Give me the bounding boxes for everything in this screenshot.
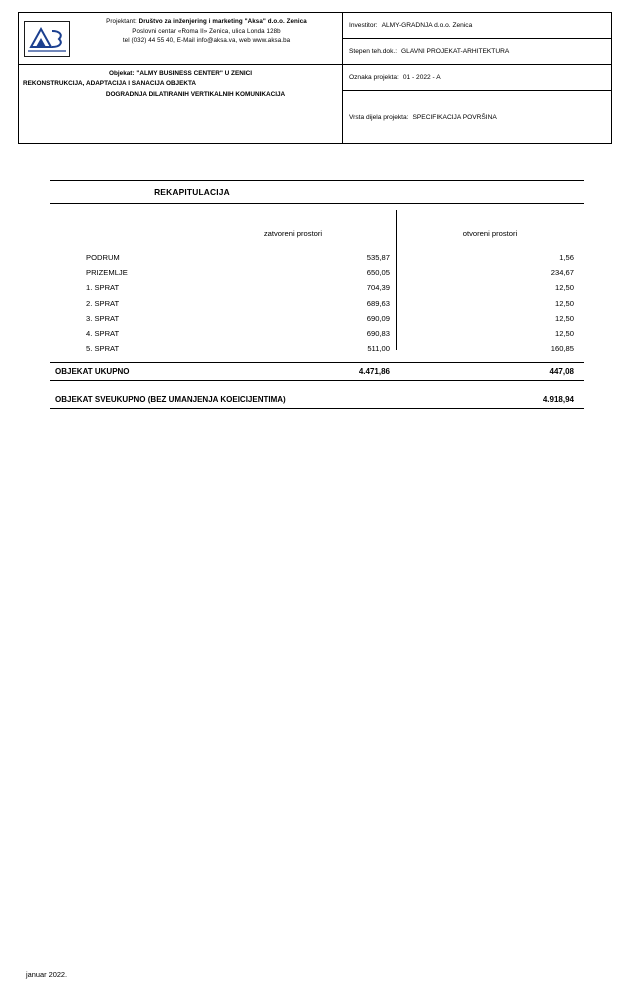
- row-open-area: 234,67: [550, 268, 574, 278]
- project-mark-value: 01 - 2022 - A: [402, 74, 441, 81]
- designer-address: Poslovni centar «Roma II» Zenica, ulica Londa 128b: [132, 27, 281, 35]
- recap-title: REKAPITULACIJA: [154, 187, 230, 197]
- total-row: [50, 362, 584, 381]
- row-closed-area: 690,83: [366, 329, 390, 339]
- recap-title-row: [50, 180, 584, 204]
- table-row: [50, 326, 584, 341]
- grand-total-row: [50, 391, 584, 409]
- row-closed-area: 511,00: [367, 344, 390, 354]
- row-closed-area: 650,05: [366, 268, 390, 278]
- row-open-area: 12,50: [554, 283, 574, 293]
- project-mark-row: [343, 65, 611, 91]
- row-closed-area: 690,09: [366, 313, 390, 323]
- total-label: OBJEKAT UKUPNO: [55, 367, 130, 377]
- stage-row: [343, 39, 611, 65]
- project-part-row: [343, 91, 611, 143]
- title-block-left: [19, 13, 343, 143]
- row-open-area: 12,50: [554, 329, 574, 339]
- logo-cell: [19, 13, 75, 64]
- row-open-area: 12,50: [554, 313, 574, 323]
- designer-contact: tel (032) 44 55 40, E-Mail info@aksa.va, web www.aksa.ba: [122, 37, 291, 45]
- row-label: PRIZEMLJE: [86, 268, 128, 278]
- object-title-line: [23, 69, 338, 79]
- grand-total-value: 4.918,94: [542, 395, 574, 405]
- row-closed-area: 535,87: [366, 253, 390, 263]
- column-divider: [396, 210, 397, 350]
- object-name: "ALMY BUSINESS CENTER" U ZENICI: [136, 70, 253, 77]
- object-line-3: DOGRADNJA DILATIRANIH VERTIKALNIH KOMUNIKACIJA: [105, 90, 286, 98]
- object-label: Objekat:: [108, 70, 135, 77]
- investor-label: Investitor:: [349, 22, 378, 29]
- total-closed-area: 4.471,86: [358, 367, 390, 377]
- table-row: [50, 296, 584, 311]
- row-closed-area: 704,39: [366, 283, 390, 293]
- designer-cell: [19, 13, 342, 65]
- title-block-right: [343, 13, 611, 143]
- designer-label: Projektant:: [106, 18, 137, 25]
- project-part-value: SPECIFIKACIJA POVRŠINA: [412, 113, 497, 121]
- row-label: PODRUM: [86, 253, 120, 263]
- aksa-logo-icon: [24, 21, 70, 57]
- row-label: 1. SPRAT: [86, 283, 120, 293]
- stage-label: Stepen teh.dok.:: [349, 48, 398, 55]
- designer-line: [75, 17, 338, 27]
- row-label: 4. SPRAT: [86, 329, 120, 339]
- investor-row: [343, 13, 611, 39]
- footer-date: januar 2022.: [26, 970, 68, 979]
- table-row: [50, 280, 584, 295]
- row-open-area: 1,56: [559, 253, 574, 263]
- table-row: [50, 250, 584, 265]
- row-open-area: 12,50: [554, 298, 574, 308]
- row-closed-area: 689,63: [366, 298, 390, 308]
- designer-info: [75, 13, 342, 64]
- recapitulation-table: [50, 180, 584, 409]
- table-row: [50, 265, 584, 280]
- grand-total-label: OBJEKAT SVEUKUPNO (BEZ UMANJENJA KOEICIJENTIMA): [55, 395, 286, 405]
- object-cell: [19, 65, 342, 117]
- column-header-closed: zatvoreni prostori: [263, 229, 323, 238]
- row-label: 3. SPRAT: [86, 313, 120, 323]
- project-part-label: Vrsta dijela projekta:: [349, 113, 409, 121]
- row-label: 2. SPRAT: [86, 298, 120, 308]
- recap-column-headers: [50, 210, 584, 244]
- row-label: 5. SPRAT: [86, 344, 120, 354]
- stage-value: GLAVNI PROJEKAT-ARHITEKTURA: [401, 48, 510, 55]
- table-row: [50, 311, 584, 326]
- row-open-area: 160,85: [550, 344, 574, 354]
- object-line-2: REKONSTRUKCIJA, ADAPTACIJA I SANACIJA OBJEKTA: [23, 80, 197, 88]
- total-open-area: 447,08: [549, 367, 574, 377]
- designer-value: Društvo za inženjering i marketing "Aksa" d.o.o. Zenica: [138, 18, 307, 25]
- recap-rows: [50, 250, 584, 356]
- title-block: [18, 12, 612, 144]
- column-header-open: otvoreni prostori: [462, 229, 518, 238]
- investor-value: ALMY-GRADNJA d.o.o. Zenica: [381, 22, 473, 29]
- project-mark-label: Oznaka projekta:: [349, 74, 399, 81]
- table-row: [50, 341, 584, 356]
- recap-body: [50, 210, 584, 356]
